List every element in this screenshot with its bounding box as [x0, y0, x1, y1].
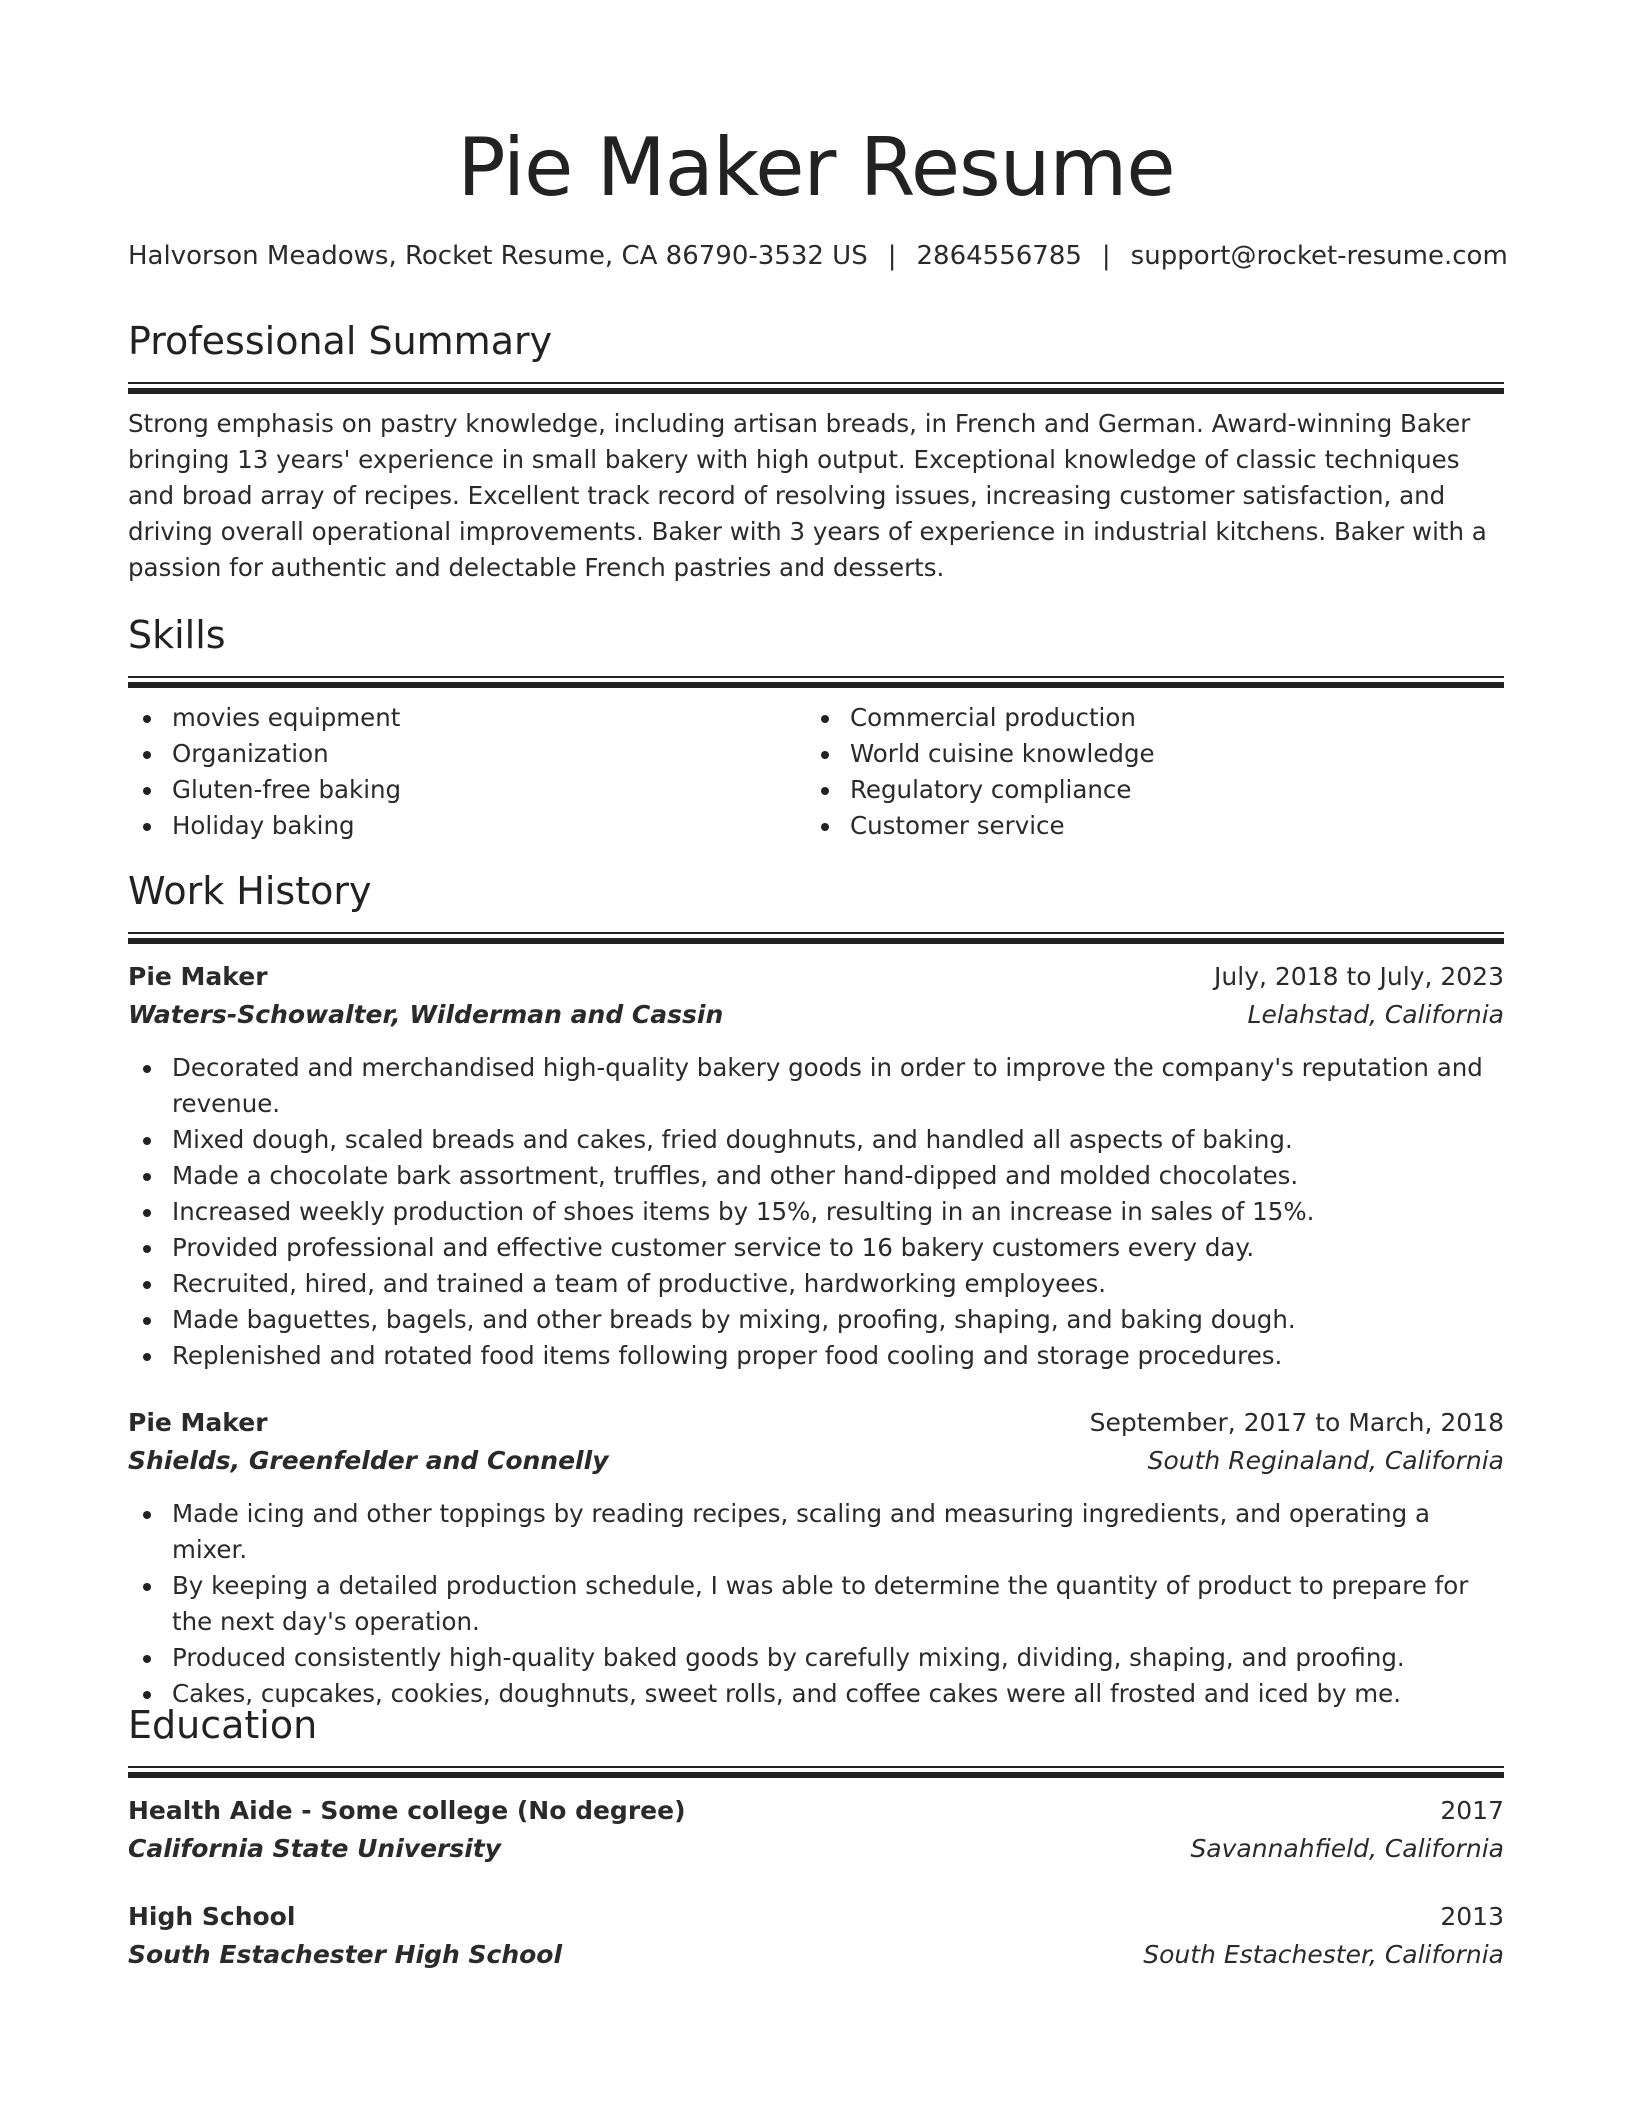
- skill-item: Holiday baking: [172, 808, 806, 844]
- job-bullet: Made a chocolate bark assortment, truffles, and other hand-dipped and molded chocolates.: [172, 1158, 1504, 1194]
- contact-separator: |: [887, 241, 897, 271]
- education-degree: Health Aide - Some college (No degree): [128, 1796, 686, 1825]
- job-bullet: Increased weekly production of shoes items by 15%, resulting in an increase in sales of 15%.: [172, 1194, 1504, 1230]
- job-bullet: Decorated and merchandised high-quality bakery goods in order to improve the company's reputation and revenue.: [172, 1050, 1504, 1122]
- job-title: Pie Maker: [128, 1408, 268, 1437]
- summary-heading: Professional Summary: [128, 319, 553, 363]
- education-school: California State University: [128, 1834, 502, 1863]
- skills-left-list: [128, 700, 806, 844]
- job-dates: September, 2017 to March, 2018: [1089, 1408, 1504, 1437]
- skill-item: Commercial production: [850, 700, 1484, 736]
- job-bullet: Produced consistently high-quality baked goods by carefully mixing, dividing, shaping, and proofing.: [172, 1640, 1504, 1676]
- skills-right-list: [806, 700, 1484, 844]
- education-location: South Estachester, California: [1143, 1940, 1504, 1969]
- education-year: 2017: [1440, 1796, 1504, 1825]
- skill-item: Gluten-free baking: [172, 772, 806, 808]
- skill-item: Organization: [172, 736, 806, 772]
- job-bullet: Replenished and rotated food items following proper food cooling and storage procedures.: [172, 1338, 1504, 1374]
- education-section: [128, 1700, 1504, 1974]
- education-location: Savannahfield, California: [1190, 1834, 1504, 1863]
- skill-item: Regulatory compliance: [850, 772, 1484, 808]
- skill-item: World cuisine knowledge: [850, 736, 1484, 772]
- contact-separator: |: [1101, 241, 1111, 271]
- job-bullet: Made baguettes, bagels, and other breads by mixing, proofing, shaping, and baking dough.: [172, 1302, 1504, 1338]
- resume-title: Pie Maker Resume: [457, 121, 1175, 214]
- job-company: Waters-Schowalter, Wilderman and Cassin: [128, 1000, 724, 1029]
- job-bullet: Cakes, cupcakes, cookies, doughnuts, sweet rolls, and coffee cakes were all frosted and iced by me.: [172, 1676, 1504, 1712]
- skill-item: movies equipment: [172, 700, 806, 736]
- education-degree: High School: [128, 1902, 296, 1931]
- job-bullets: [128, 1496, 1504, 1712]
- job-bullet: Provided professional and effective customer service to 16 bakery customers every day.: [172, 1230, 1504, 1266]
- education-heading: Education: [128, 1703, 318, 1747]
- job-bullet: By keeping a detailed production schedule, I was able to determine the quantity of product to prepare for the next day's operation.: [172, 1568, 1504, 1640]
- summary-section: [128, 316, 1504, 586]
- job-bullet: Mixed dough, scaled breads and cakes, fried doughnuts, and handled all aspects of baking.: [172, 1122, 1504, 1158]
- job-entry: [128, 958, 1504, 1374]
- skills-section: [128, 610, 1504, 844]
- work-section: [128, 866, 1504, 1712]
- job-company: Shields, Greenfelder and Connelly: [128, 1446, 609, 1475]
- job-location: South Reginaland, California: [1147, 1446, 1504, 1475]
- job-dates: July, 2018 to July, 2023: [1214, 962, 1504, 991]
- job-location: Lelahstad, California: [1247, 1000, 1504, 1029]
- education-entry: [128, 1792, 1504, 1868]
- section-divider: [128, 676, 1504, 688]
- section-divider: [128, 382, 1504, 394]
- section-divider: [128, 1766, 1504, 1778]
- summary-text: Strong emphasis on pastry knowledge, including artisan breads, in French and German. Award-winning Baker bringing 13 years' experience in small bakery with high output. Exceptional knowledge of classic techniques and broad array of recipes. Excellent track record of resolving issues, increasing customer satisfaction, and driving overall operational improvements. Baker with 3 years of experience in industrial kitchens. Baker with a passion for authentic and delectable French pastries and desserts.: [128, 409, 1487, 582]
- education-entry: [128, 1898, 1504, 1974]
- job-bullet: Recruited, hired, and trained a team of productive, hardworking employees.: [172, 1266, 1504, 1302]
- skills-heading: Skills: [128, 613, 226, 657]
- skills-grid: [128, 700, 1504, 844]
- job-bullet: Made icing and other toppings by reading recipes, scaling and measuring ingredients, and operating a mixer.: [172, 1496, 1504, 1568]
- contact-phone: 2864556785: [916, 241, 1082, 271]
- job-title: Pie Maker: [128, 962, 268, 991]
- education-year: 2013: [1440, 1902, 1504, 1931]
- section-divider: [128, 932, 1504, 944]
- job-entry: [128, 1404, 1504, 1712]
- skill-item: Customer service: [850, 808, 1484, 844]
- contact-address: Halvorson Meadows, Rocket Resume, CA 86790-3532 US: [128, 241, 868, 271]
- work-heading: Work History: [128, 869, 372, 913]
- education-school: South Estachester High School: [128, 1940, 563, 1969]
- contact-line: [128, 236, 1508, 276]
- job-bullets: [128, 1050, 1504, 1374]
- contact-email: support@rocket-resume.com: [1130, 241, 1508, 271]
